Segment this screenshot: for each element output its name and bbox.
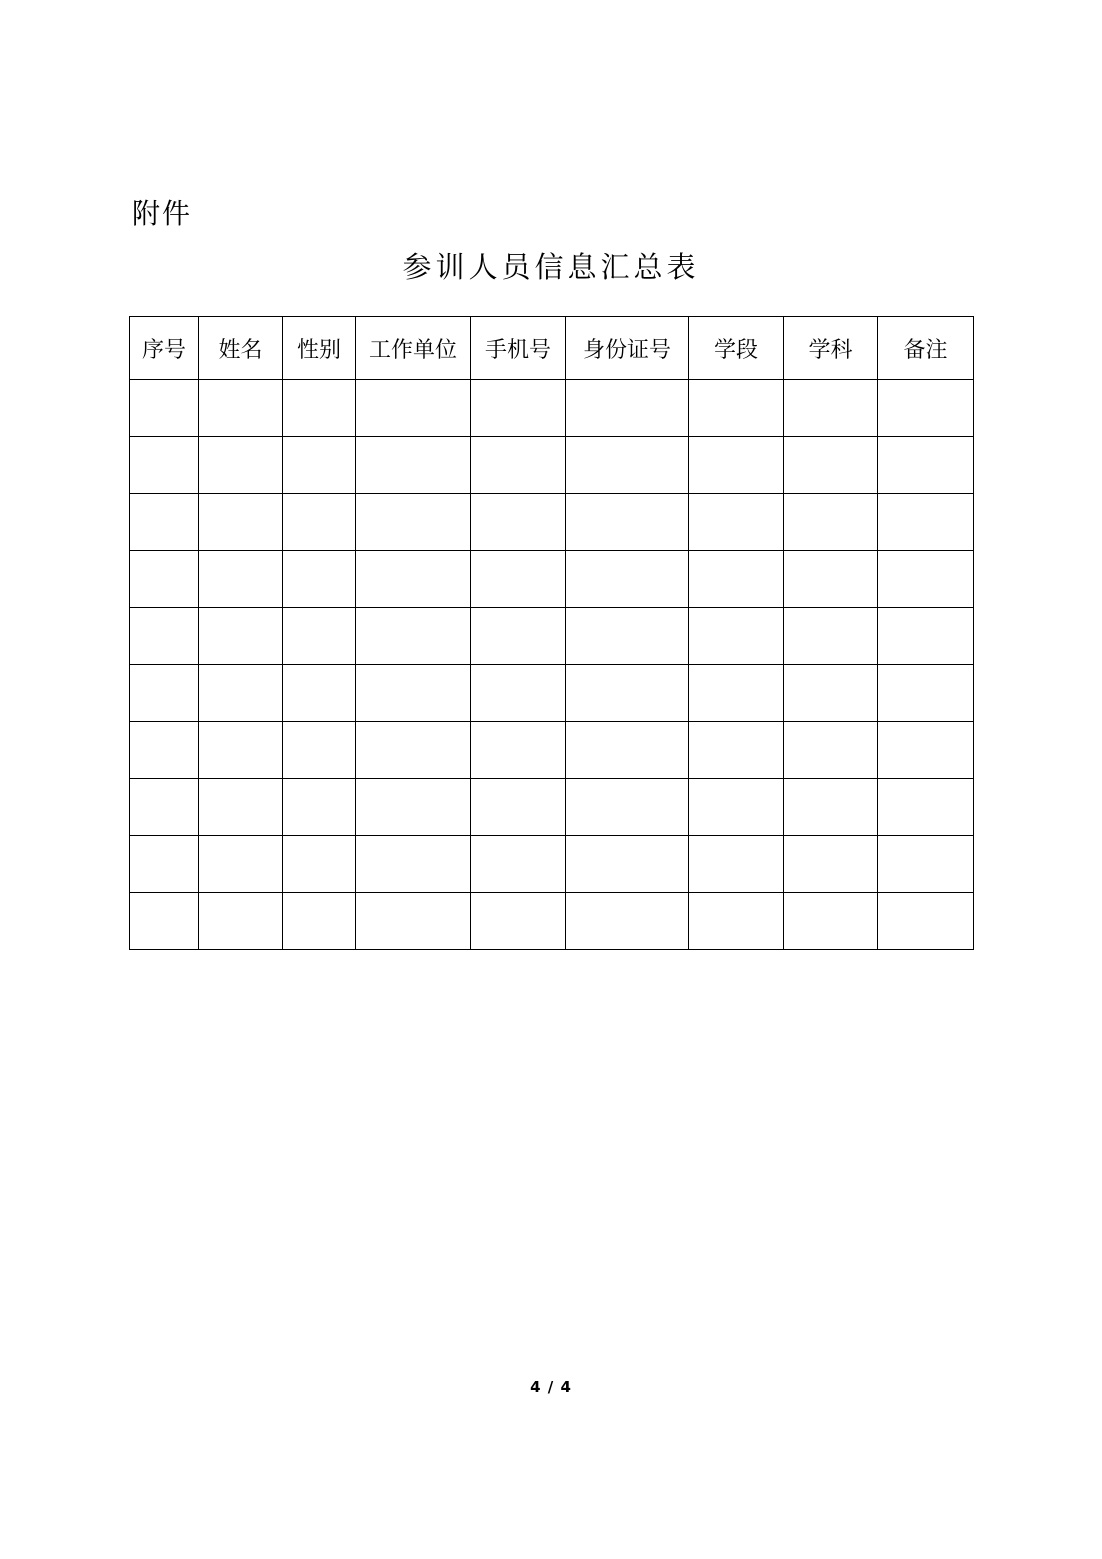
table-cell <box>566 779 689 836</box>
table-cell <box>283 494 356 551</box>
table-cell <box>130 722 199 779</box>
table-cell <box>356 494 471 551</box>
table-cell <box>130 380 199 437</box>
table-cell <box>878 551 974 608</box>
page-number: 4 / 4 <box>530 1378 572 1396</box>
attachment-label: 附件 <box>132 197 193 230</box>
table-cell <box>130 551 199 608</box>
header-school-stage: 学段 <box>689 317 784 380</box>
table-cell <box>199 608 283 665</box>
table-cell <box>784 779 878 836</box>
table-row <box>130 722 974 779</box>
table-cell <box>199 494 283 551</box>
table-cell <box>356 779 471 836</box>
table-cell <box>784 836 878 893</box>
table-cell <box>130 665 199 722</box>
table-cell <box>471 608 566 665</box>
table-cell <box>566 437 689 494</box>
table-cell <box>471 551 566 608</box>
table-cell <box>689 380 784 437</box>
table-body <box>130 380 974 950</box>
table-cell <box>878 722 974 779</box>
table-cell <box>784 551 878 608</box>
table-cell <box>784 608 878 665</box>
table-cell <box>130 779 199 836</box>
table-cell <box>566 608 689 665</box>
table-row <box>130 380 974 437</box>
table-cell <box>878 893 974 950</box>
table-cell <box>566 494 689 551</box>
table-cell <box>199 722 283 779</box>
table-cell <box>689 437 784 494</box>
header-name: 姓名 <box>199 317 283 380</box>
table-cell <box>130 836 199 893</box>
table-cell <box>356 380 471 437</box>
table-row <box>130 779 974 836</box>
header-gender: 性别 <box>283 317 356 380</box>
table-cell <box>784 893 878 950</box>
table-cell <box>566 551 689 608</box>
table-cell <box>689 893 784 950</box>
table-row <box>130 551 974 608</box>
table-cell <box>471 779 566 836</box>
table-cell <box>689 665 784 722</box>
table-cell <box>566 380 689 437</box>
table-cell <box>283 380 356 437</box>
table-cell <box>356 836 471 893</box>
table-cell <box>784 722 878 779</box>
table-cell <box>471 494 566 551</box>
table-cell <box>689 779 784 836</box>
table-row <box>130 437 974 494</box>
table-cell <box>689 494 784 551</box>
table-cell <box>471 380 566 437</box>
table-cell <box>283 665 356 722</box>
table-cell <box>878 437 974 494</box>
table-cell <box>283 437 356 494</box>
table-row <box>130 665 974 722</box>
table-cell <box>878 836 974 893</box>
table-cell <box>878 608 974 665</box>
table-cell <box>566 722 689 779</box>
table-cell <box>784 494 878 551</box>
document-title: 参训人员信息汇总表 <box>402 250 700 284</box>
table-cell <box>566 893 689 950</box>
table-row <box>130 494 974 551</box>
table-cell <box>471 437 566 494</box>
table-cell <box>199 893 283 950</box>
table-cell <box>471 836 566 893</box>
header-serial-number: 序号 <box>130 317 199 380</box>
table-cell <box>199 779 283 836</box>
table-cell <box>130 893 199 950</box>
table-cell <box>199 380 283 437</box>
table-cell <box>283 608 356 665</box>
table-row <box>130 893 974 950</box>
header-id-number: 身份证号 <box>566 317 689 380</box>
table-cell <box>283 836 356 893</box>
table-row <box>130 608 974 665</box>
table-cell <box>878 665 974 722</box>
table-cell <box>283 551 356 608</box>
table-cell <box>283 779 356 836</box>
table-header-row <box>130 317 974 380</box>
table-cell <box>130 494 199 551</box>
table-cell <box>356 665 471 722</box>
header-remarks: 备注 <box>878 317 974 380</box>
table-cell <box>566 836 689 893</box>
table-cell <box>199 836 283 893</box>
table-cell <box>784 665 878 722</box>
table-cell <box>356 437 471 494</box>
table-cell <box>356 722 471 779</box>
table-cell <box>689 836 784 893</box>
table-cell <box>471 722 566 779</box>
table-cell <box>356 893 471 950</box>
table-cell <box>283 722 356 779</box>
header-phone: 手机号 <box>471 317 566 380</box>
table-cell <box>199 551 283 608</box>
table-cell <box>283 893 356 950</box>
table-cell <box>356 608 471 665</box>
participant-info-table <box>129 316 974 950</box>
table-cell <box>471 665 566 722</box>
table-cell <box>199 437 283 494</box>
table-cell <box>689 608 784 665</box>
table-cell <box>784 380 878 437</box>
table-cell <box>130 608 199 665</box>
table-cell <box>878 494 974 551</box>
table-cell <box>130 437 199 494</box>
table-cell <box>689 722 784 779</box>
table-cell <box>878 380 974 437</box>
table-cell <box>356 551 471 608</box>
table-row <box>130 836 974 893</box>
table-cell <box>784 437 878 494</box>
table-cell <box>566 665 689 722</box>
header-subject: 学科 <box>784 317 878 380</box>
table-cell <box>689 551 784 608</box>
table-cell <box>878 779 974 836</box>
table-cell <box>471 893 566 950</box>
header-work-unit: 工作单位 <box>356 317 471 380</box>
table-cell <box>199 665 283 722</box>
